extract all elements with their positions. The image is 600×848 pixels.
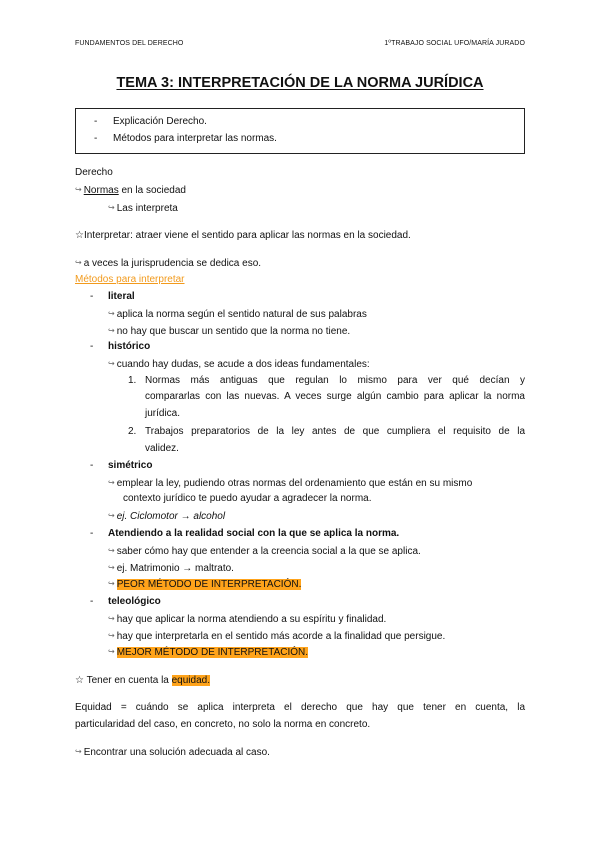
header-course: FUNDAMENTOS DEL DERECHO	[75, 40, 184, 47]
normas-rest: en la sociedad	[118, 185, 186, 196]
arrow-icon: ↪	[108, 359, 115, 368]
normas-line	[75, 184, 186, 197]
encontrar-line	[75, 746, 270, 759]
method-historico: histórico	[108, 341, 151, 352]
arrow-icon: ↪	[108, 203, 115, 212]
equidad-def-line1: Equidad = cuándo se aplica interpreta el derecho que hay que tener en cuenta, la	[75, 702, 525, 713]
page-title: TEMA 3: INTERPRETACIÓN DE LA NORMA JURÍDICA	[116, 75, 484, 91]
literal-line	[108, 325, 350, 338]
arrow-icon: ↪	[75, 258, 82, 267]
arrow-icon: ↪	[108, 631, 115, 640]
historico-item-1-line2: compararlas con las nuevas. A veces surge algún cambio para aplicar la norma	[145, 391, 525, 402]
list-number: 1.	[128, 375, 137, 386]
arrow-icon: ↪	[75, 747, 82, 756]
teleologico-line	[108, 630, 445, 643]
simetrico-example	[108, 510, 225, 523]
method-teleologico: teleológico	[108, 596, 161, 607]
arrow-icon: ↪	[75, 185, 82, 194]
derecho-heading: Derecho	[75, 167, 113, 178]
arrow-icon: ↪	[108, 563, 115, 572]
social-text: ej. Matrimonio → maltrato.	[116, 563, 234, 574]
historico-item-2-line1: Trabajos preparatorios de la ley antes de que cumpliera el requisito de la	[145, 426, 525, 437]
simetrico-line2: contexto jurídico te puedo ayudar a agradecer la norma.	[123, 493, 372, 504]
literal-text: no hay que buscar un sentido que la norma no tiene.	[116, 326, 351, 337]
equidad-line	[75, 675, 210, 687]
arrow-icon: ↪	[108, 326, 115, 335]
summary-item: Métodos para interpretar las normas.	[113, 133, 277, 144]
literal-text: aplica la norma según el sentido natural de sus palabras	[116, 309, 367, 320]
header-author: 1ºTRABAJO SOCIAL UFO/MARÍA JURADO	[384, 40, 525, 47]
jurisprudencia-line	[75, 257, 261, 270]
simetrico-example-text: ej. Ciclomotor → alcohol	[116, 511, 226, 522]
teleologico-text: hay que aplicar la norma atendiendo a su espíritu y finalidad.	[116, 614, 387, 625]
star-icon: ☆	[75, 675, 84, 686]
interpretar-text: Interpretar: atraer viene el sentido para aplicar las normas en la sociedad.	[83, 230, 411, 241]
bullet-dash: -	[90, 460, 94, 471]
method-simetrico: simétrico	[108, 460, 153, 471]
interpretar-line	[75, 230, 411, 242]
las-interpreta-text: Las interpreta	[116, 203, 178, 214]
arrow-icon: ↪	[108, 478, 115, 487]
arrow-icon: ↪	[108, 614, 115, 623]
summary-item: Explicación Derecho.	[113, 116, 207, 127]
arrow-icon: ↪	[108, 579, 115, 588]
bullet-dash: -	[94, 116, 98, 127]
arrow-icon: ↪	[108, 511, 115, 520]
interpreta-line	[108, 202, 178, 215]
teleologico-highlight-line	[108, 646, 308, 659]
worst-method-highlight: PEOR MÉTODO DE INTERPRETACIÓN.	[116, 579, 302, 590]
best-method-highlight: MEJOR MÉTODO DE INTERPRETACIÓN.	[116, 647, 309, 658]
teleologico-line	[108, 613, 386, 626]
arrow-icon: ↪	[108, 309, 115, 318]
simetrico-text: emplear la ley, pudiendo otras normas del ordenamiento que están en su mismo	[116, 478, 473, 489]
equidad-prefix: Tener en cuenta la	[83, 675, 172, 686]
historico-item-2-line2: validez.	[145, 443, 179, 454]
social-text: saber cómo hay que entender a la creencia social a la que se aplica.	[116, 546, 421, 557]
bullet-dash: -	[90, 291, 94, 302]
bullet-dash: -	[90, 341, 94, 352]
social-highlight-line	[108, 578, 301, 591]
summary-box	[75, 108, 525, 154]
arrow-icon: ↪	[108, 647, 115, 656]
jurisprudencia-text: a veces la jurisprudencia se dedica eso.	[83, 258, 262, 269]
simetrico-line	[108, 477, 472, 490]
method-social: Atendiendo a la realidad social con la que se aplica la norma.	[108, 528, 400, 539]
equidad-highlight: equidad.	[171, 675, 210, 686]
normas-word: Normas	[83, 185, 119, 196]
method-literal: literal	[108, 291, 135, 302]
bullet-dash: -	[90, 596, 94, 607]
literal-line	[108, 308, 367, 321]
social-line	[108, 545, 421, 558]
social-line	[108, 562, 234, 575]
arrow-icon: ↪	[108, 546, 115, 555]
historico-item-1-line3: jurídica.	[145, 408, 181, 419]
encontrar-text: Encontrar una solución adecuada al caso.	[83, 747, 270, 758]
star-icon: ☆	[75, 230, 84, 241]
bullet-dash: -	[94, 133, 98, 144]
equidad-def-line2: particularidad del caso, en concreto, no solo la norma en concreto.	[75, 719, 371, 730]
list-number: 2.	[128, 426, 137, 437]
metodos-heading: Métodos para interpretar	[75, 274, 185, 285]
historico-intro-text: cuando hay dudas, se acude a dos ideas fundamentales:	[116, 359, 370, 370]
bullet-dash: -	[90, 528, 94, 539]
historico-item-1-line1: Normas más antiguas que regulan lo mismo para ver qué decían y	[145, 375, 525, 386]
historico-intro	[108, 358, 370, 371]
teleologico-text: hay que interpretarla en el sentido más acorde a la finalidad que persigue.	[116, 631, 446, 642]
